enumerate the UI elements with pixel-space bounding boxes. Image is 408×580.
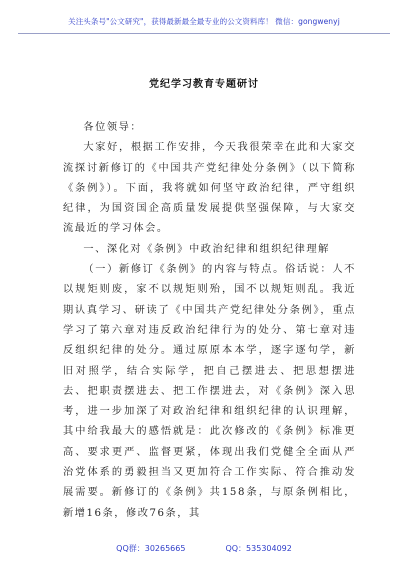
footer bbox=[0, 543, 408, 554]
header-divider bbox=[18, 33, 390, 34]
footer-qq-group: QQ群：30265665 bbox=[116, 544, 186, 553]
footer-qq-number: QQ：535304092 bbox=[225, 544, 292, 553]
header-banner: 关注头条号"公文研究"，获得最新最全最专业的公文资料库！ 微信：gongwenyj bbox=[68, 17, 340, 26]
salutation-paragraph: 各位领导： bbox=[83, 122, 143, 133]
document-body bbox=[63, 118, 356, 524]
section-paragraph: （一）新修订《条例》的内容与特点。俗话说：人不以规矩则废，家不以规矩则殆，国不以规矩则乱。我近期认真学习、研读了《中国共产党纪律处分条例》，重点学习了第六章对违反政治纪律行为的处分、第七章对违反组织纪律的处分。通过原原本本学，逐字逐句学，新旧对照学，结合实际学，把自己摆进去、把思想摆进去、把职责摆进去、把工作摆进去，对《条例》深入思考，进一步加深了对政治纪律和组织纪律的认识理解，其中给我最大的感悟就是：此次修改的《条例》标准更高、要求更严、监督更紧，体现出我们党健全全面从严治党体系的勇毅担当又更加符合工作实际、符合推动发展需要。新修订的《条例》共158条，与原条例相比，新增16条，修改76条，其 bbox=[63, 264, 356, 519]
document-title: 党纪学习教育专题研讨 bbox=[149, 79, 259, 90]
intro-paragraph: 大家好，根据工作安排，今天我很荣幸在此和大家交流探讨新修订的《中国共产党纪律处分条例》（以下简称《条例》）。下面，我将就如何坚守政治纪律，严守组织纪律，为国资国企高质量发展提供坚强保障，与大家交流最近的学习体会。 bbox=[63, 142, 356, 235]
section-heading: 一、深化对《条例》中政治纪律和组织纪律理解 bbox=[83, 243, 330, 255]
